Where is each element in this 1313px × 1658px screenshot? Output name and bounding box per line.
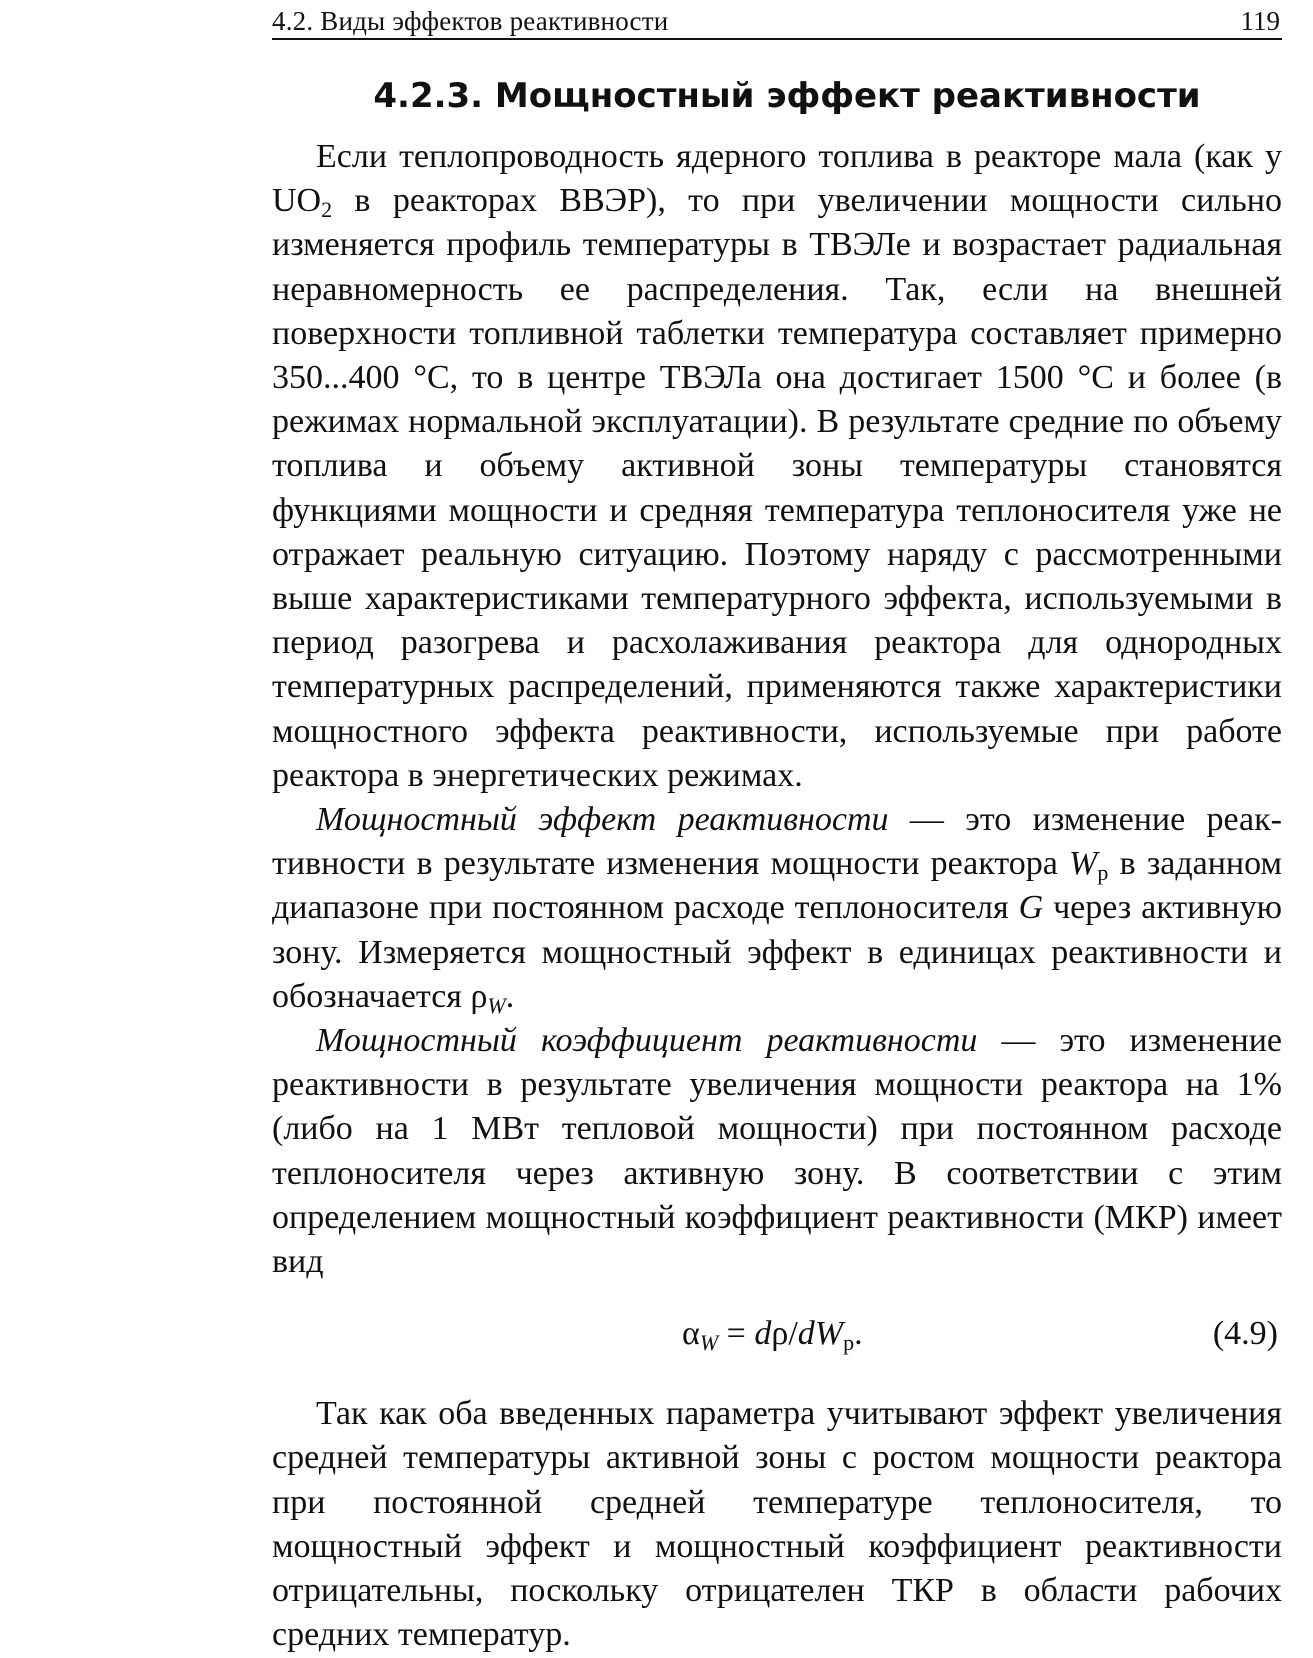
section-heading: 4.2.3. Мощностный эффект реактивности [373, 76, 1201, 116]
formula-4-9 [272, 1284, 1282, 1392]
formula-number: (4.9) [1212, 1315, 1278, 1353]
formula-expression [682, 1312, 863, 1356]
book-page [272, 0, 1282, 1654]
p2-text-b: в заданном диапазоне при постоянном расходе теплоносителя [272, 845, 1282, 927]
formula-equals: = [718, 1315, 755, 1353]
var-w-subscript: р [1097, 860, 1109, 886]
definition-term-power-effect: Мощностный эффект реактивности [316, 801, 889, 839]
paragraph-4: Так как оба введенных параметра учитывают эффект увеличения средней температуры активной зоны с ростом мощности реактора при постоянной средней температуре теплоносителя, то мощностный эффект и мощностный коэффициент реактивности отрицательны, поскольку отрицателен ТКР в области рабочих средних температур. [272, 1395, 1282, 1654]
var-g: G [1018, 889, 1044, 927]
p1-text-a: Если теплопроводность ядерного топлива в реакторе мала (как у UO [272, 138, 1282, 220]
formula-alpha-subscript: W [699, 1330, 719, 1356]
page-number: 119 [1240, 6, 1280, 36]
p2-text-a: — это изменение реактивности в результате изменения мощности реактора [272, 801, 1282, 883]
formula-w-subscript: р [843, 1330, 855, 1356]
paragraph-3 [272, 1019, 1282, 1284]
rho-subscript: W [487, 992, 506, 1018]
p1-text-b: в реакторах ВВЭР), то при увеличении мощности сильно изменяется профиль температуры в ТВЭЛе и возрастает радиальная неравномерность ее распределения. Так, если на внешней поверхности топливной таблетки температура составляет примерно 350...400 °С, то в центре ТВЭЛа она достигает 1500 °С и более (в режимах нормальной эксплуатации). В результате средние по объему топлива и объему активной зоны температуры становятся функциями мощности и средняя температура теплоносителя уже не отражает реальную ситуацию. Поэтому наряду с рассмотренными выше характеристиками температурного эффекта, используемыми в период разогрева и расхолаживания реактора для однородных температурных распределений, применяются также характеристики мощностного эффекта реактивности, используемые при работе реактора в энергетических режимах. [272, 182, 1282, 794]
formula-period: . [854, 1315, 863, 1353]
p2-text-d: . [505, 977, 515, 1015]
paragraph-1 [272, 135, 1282, 798]
formula-dw: dW [797, 1315, 844, 1353]
formula-alpha: α [682, 1315, 700, 1353]
p1-subscript: 2 [321, 197, 333, 223]
body-text [272, 135, 1282, 1658]
running-header-title: 4.2. Виды эффектов реактивности [272, 6, 669, 36]
paragraph-2 [272, 798, 1282, 1019]
running-header [272, 4, 1282, 40]
p3-text-a: — это изменение реактивности в результате увеличения мощности реактора на 1% (либо на 1 МВт тепловой мощности) при постоянном расходе теплоносителя через активную зону. В соответствии с этим определением мощностный коэффициент реактивности (МКР) имеет вид [272, 1022, 1282, 1281]
formula-d: d [754, 1315, 772, 1353]
formula-slash: / [788, 1315, 798, 1353]
p2-text-c: через активную зону. Измеряется мощностный эффект в единицах реактивности и обозначается ρ [272, 889, 1282, 1015]
formula-rho: ρ [771, 1315, 789, 1353]
var-w: W [1069, 845, 1098, 883]
definition-term-power-coefficient: Мощностный коэффициент реактивности [316, 1022, 978, 1060]
